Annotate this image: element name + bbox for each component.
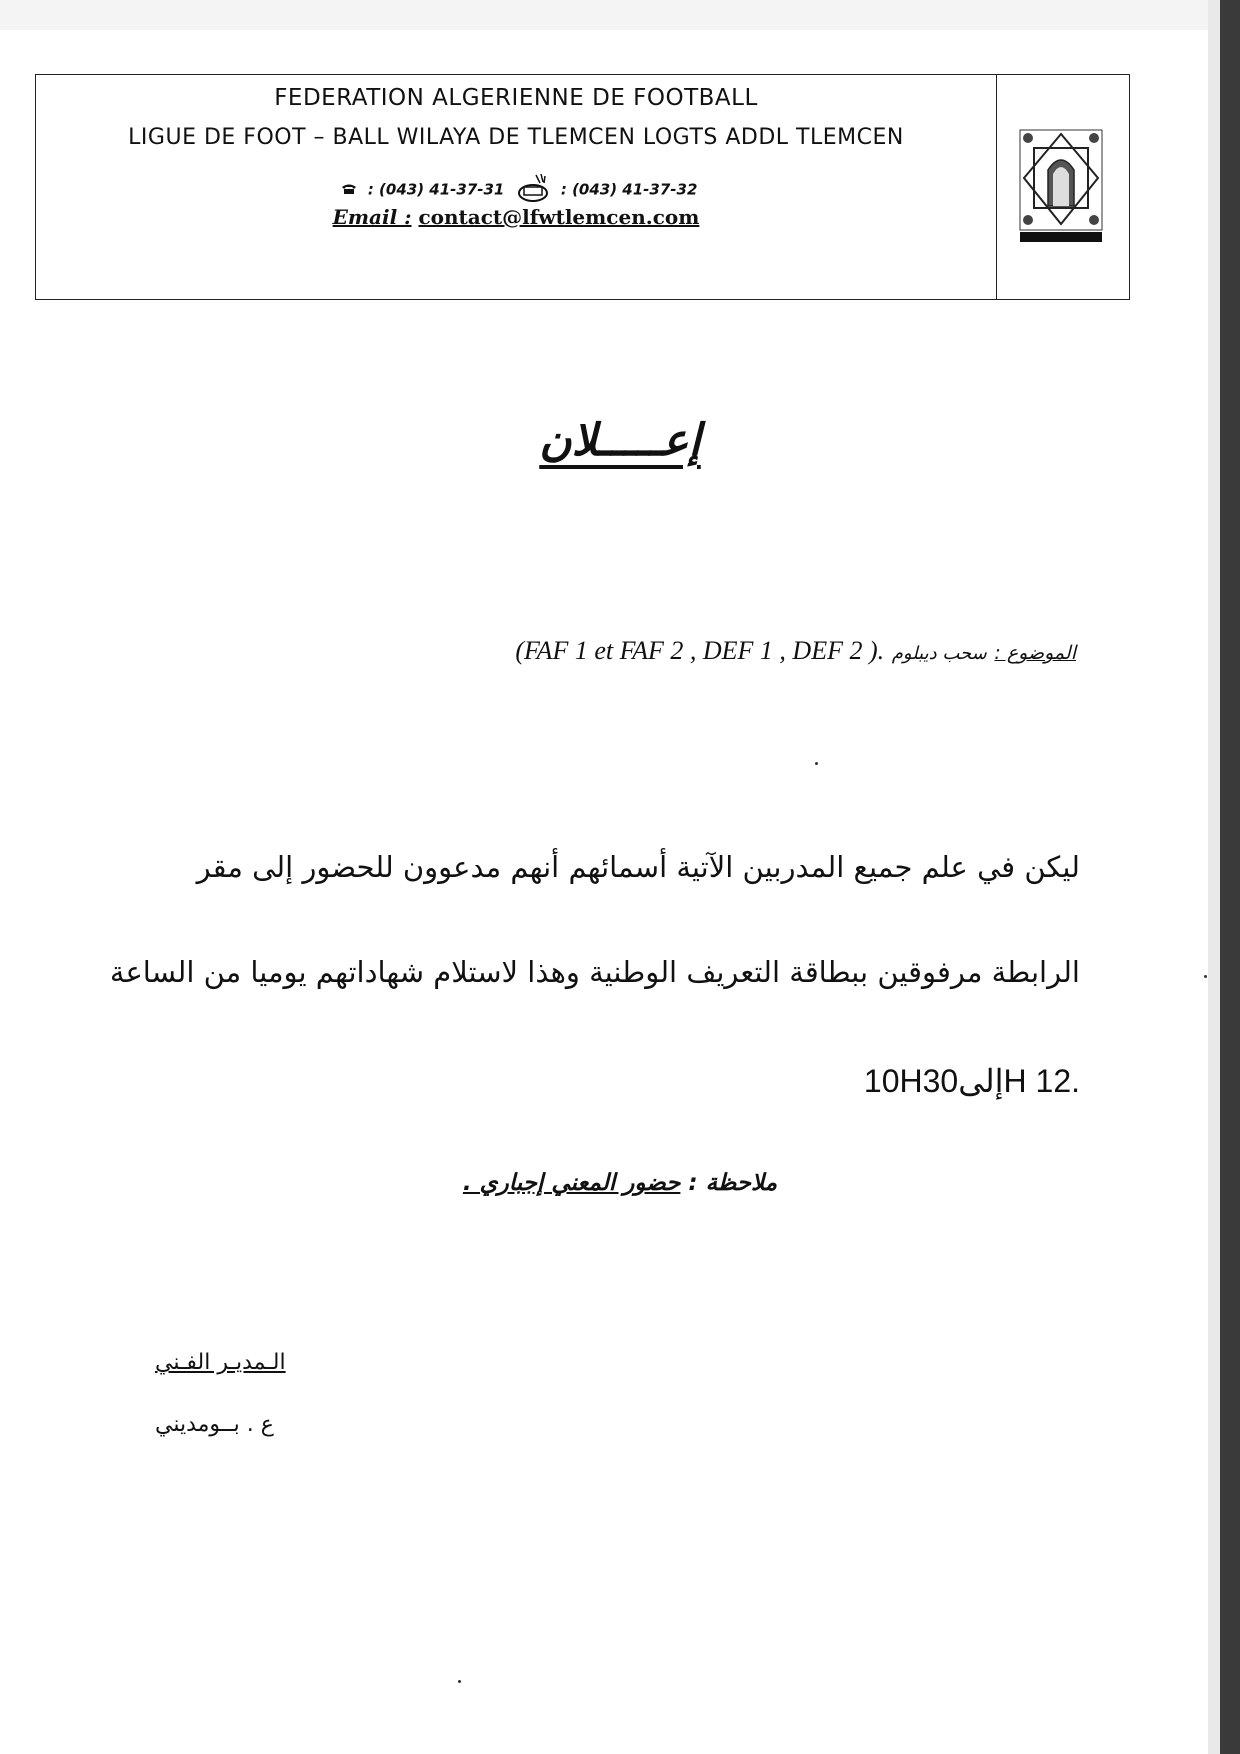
federation-name: FEDERATION ALGERIENNE DE FOOTBALL bbox=[274, 85, 758, 111]
league-logo-icon bbox=[1018, 128, 1104, 246]
letterhead-divider bbox=[996, 75, 997, 299]
scan-edge-top bbox=[0, 0, 1240, 30]
note-line bbox=[0, 1170, 1240, 1196]
subject-label: الموضوع : bbox=[994, 642, 1076, 664]
scan-speck bbox=[815, 762, 818, 765]
note-label: ملاحظة : bbox=[688, 1170, 778, 1196]
telephone-icon bbox=[341, 181, 357, 199]
subject-line bbox=[360, 636, 1076, 666]
scan-edge-right bbox=[1220, 0, 1240, 1754]
subject-details: .( FAF 1 et FAF 2 , DEF 1 , DEF 2) bbox=[515, 636, 885, 665]
announcement-title: إعـــــلان bbox=[539, 415, 701, 466]
scan-speck bbox=[1204, 975, 1207, 978]
fax-number: : (043) 41-37-32 bbox=[560, 180, 698, 199]
body-line-1: ليكن في علم جميع المدربين الآتية أسمائهم أنهم مدعوون للحضور إلى مقر bbox=[196, 850, 1080, 884]
scan-edge-right-light bbox=[1208, 0, 1220, 1754]
body-line-2: الرابطة مرفوقين ببطاقة التعريف الوطنية وهذا لاستلام شهاداتهم يوميا من الساعة bbox=[109, 955, 1080, 989]
signatory-title: الـمديـر الفـني bbox=[155, 1350, 286, 1375]
email-line bbox=[36, 205, 996, 229]
body-line-3-hours: 10H30إلىH 12. bbox=[863, 1063, 1080, 1099]
note-text: حضور المعني إجباري . bbox=[462, 1170, 681, 1196]
league-address: LIGUE DE FOOT – BALL WILAYA DE TLEMCEN LOGTS ADDL TLEMCEN bbox=[128, 125, 904, 150]
subject-arabic: سحب ديبلوم bbox=[891, 643, 987, 664]
contact-numbers bbox=[36, 173, 996, 207]
phone-number: : (043) 41-37-31 bbox=[367, 180, 505, 199]
scan-speck bbox=[458, 1680, 461, 1683]
email-link[interactable]: contact@lfwtlemcen.com bbox=[418, 205, 700, 229]
letterhead bbox=[35, 74, 1130, 300]
fax-icon bbox=[516, 173, 550, 207]
email-label: Email : bbox=[332, 205, 412, 229]
signatory-name: ع . بــومديني bbox=[155, 1412, 274, 1437]
